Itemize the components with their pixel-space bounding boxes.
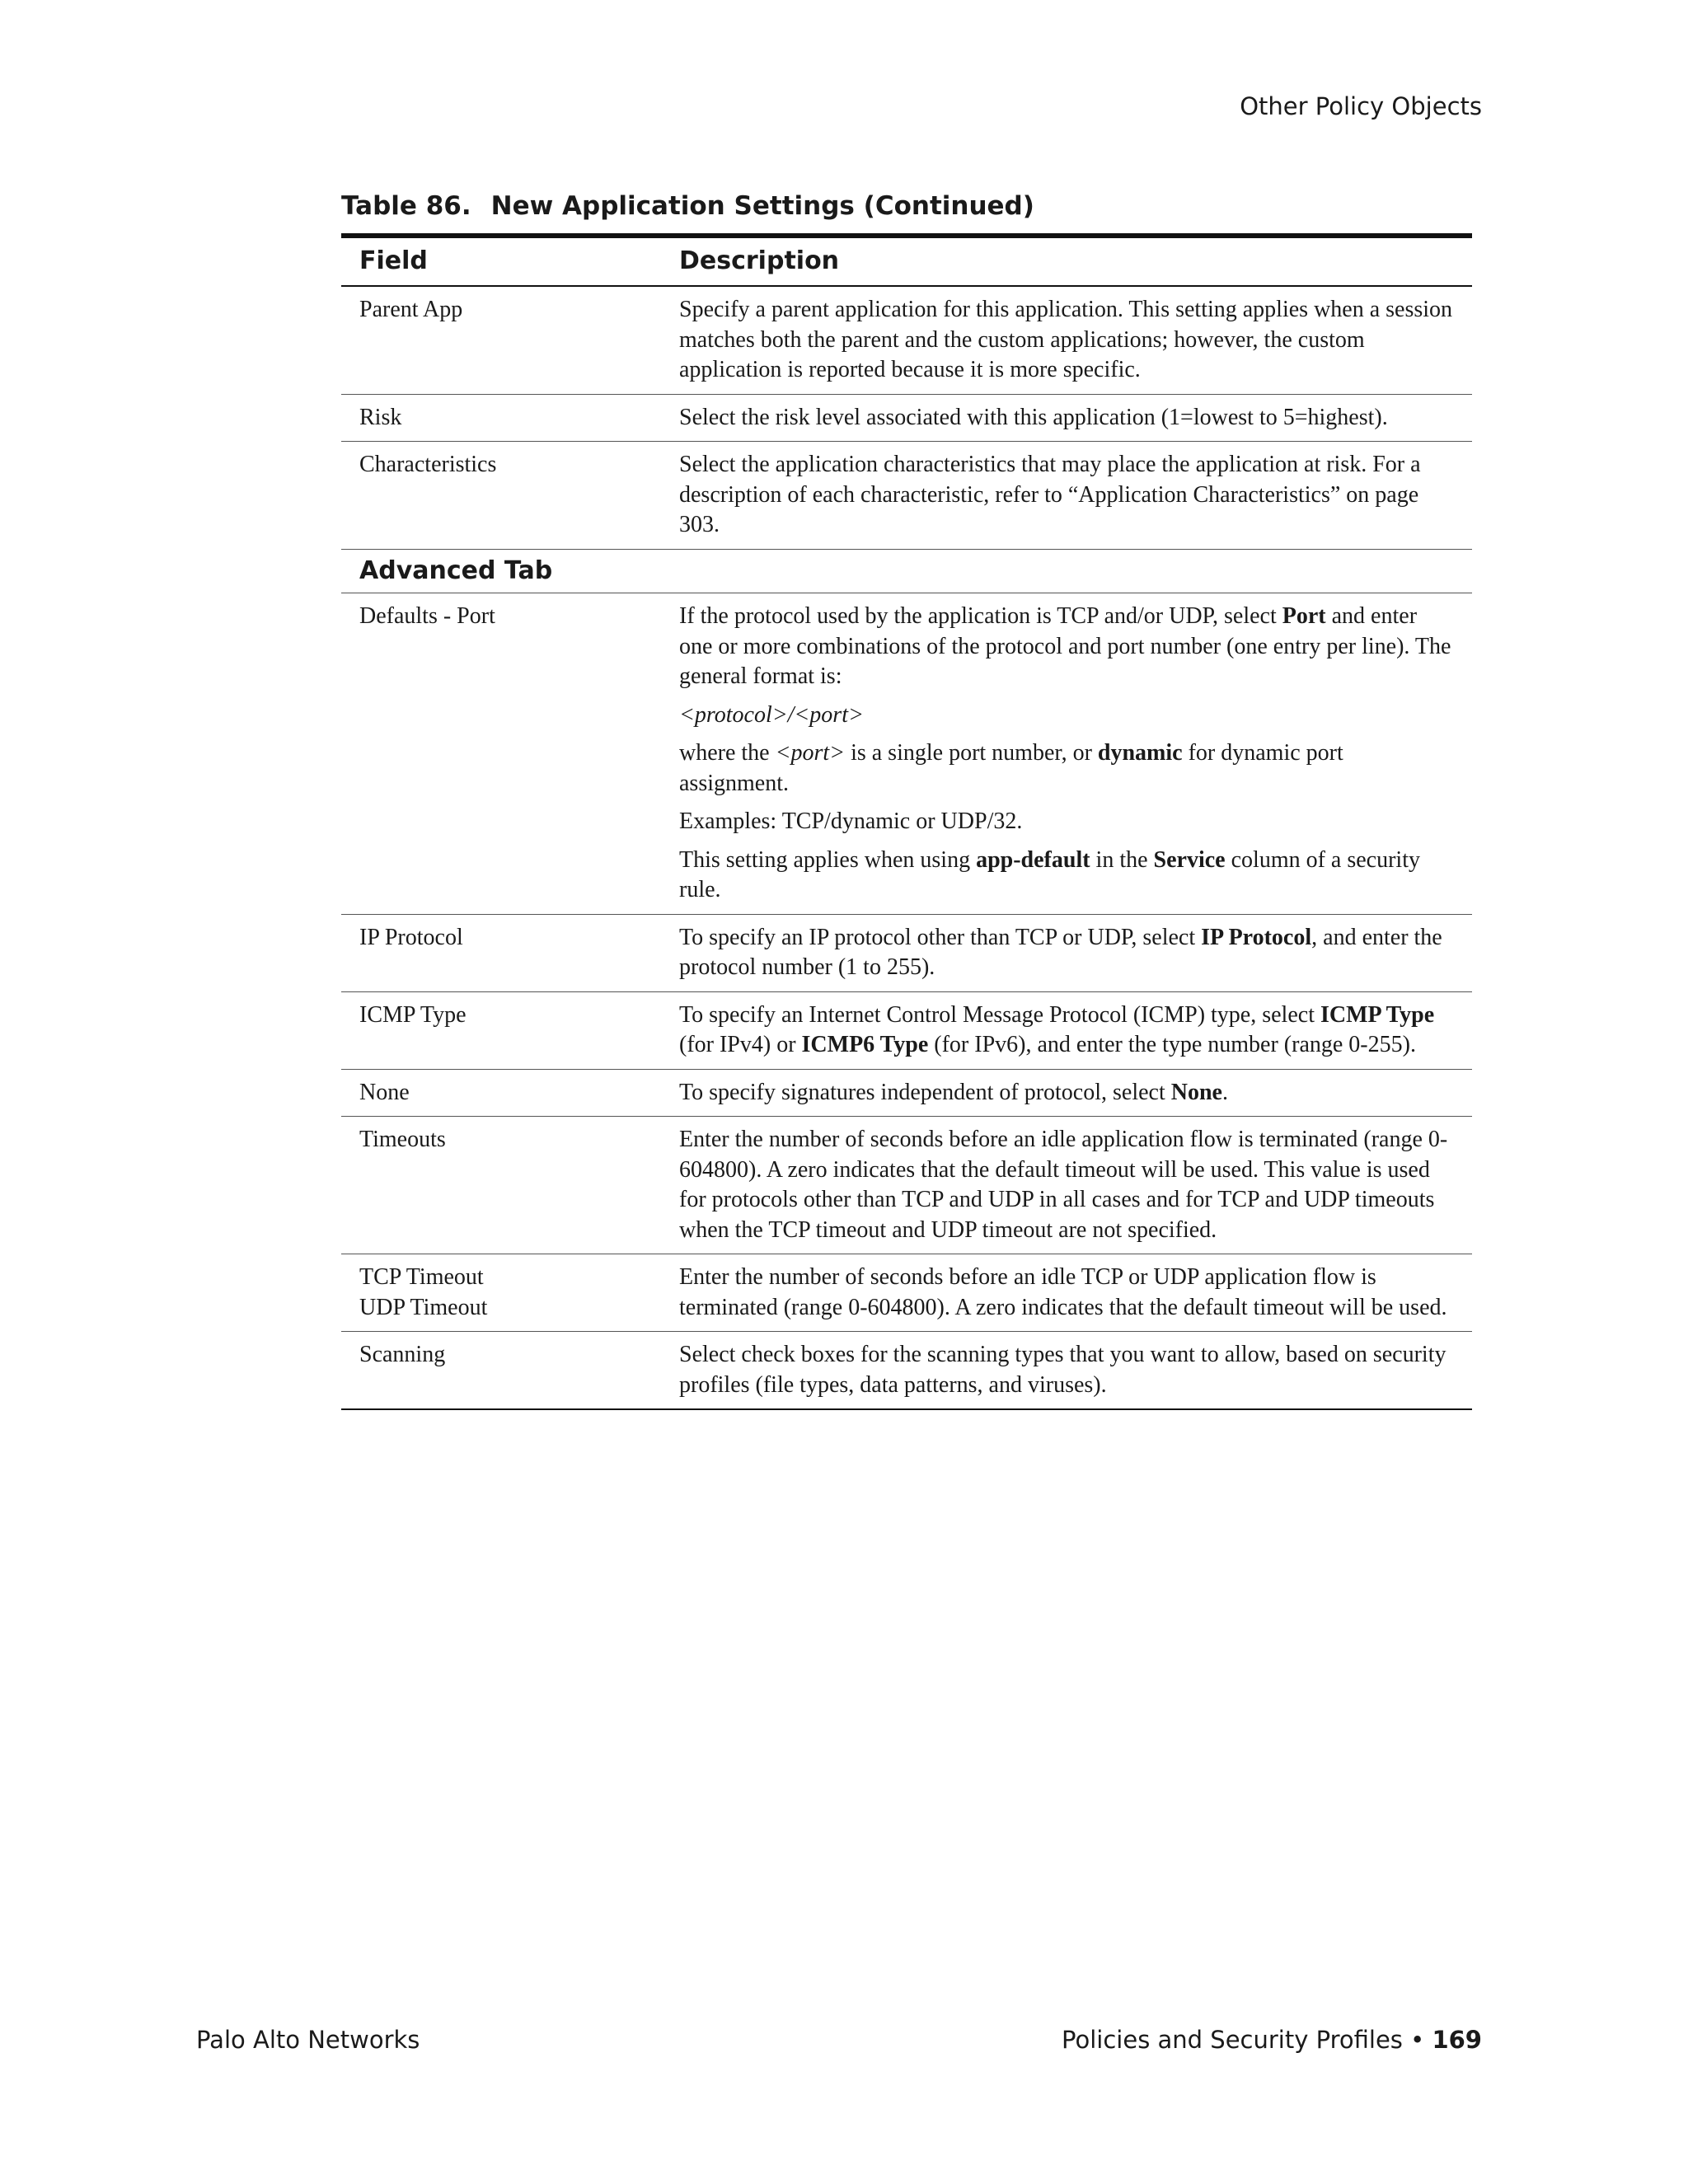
description-cell: Specify a parent application for this application. This setting applies when a session matches both the parent and the custom applications; however, the custom application is reported because it is more specific. xyxy=(661,286,1472,394)
footer-company: Palo Alto Networks xyxy=(196,2026,420,2054)
table-row xyxy=(341,442,1472,550)
description-cell: Enter the number of seconds before an idle TCP or UDP application flow is terminated (range 0-604800). A zero indicates that the default timeout will be used. xyxy=(661,1254,1472,1332)
bold-term: app-default xyxy=(976,846,1090,873)
bold-term: ICMP Type xyxy=(1320,1001,1435,1028)
field-label-tcp-timeout: TCP Timeout xyxy=(359,1264,484,1290)
description-paragraph xyxy=(679,738,1456,799)
text-run: . xyxy=(1221,1079,1228,1105)
table-row xyxy=(341,991,1472,1069)
description-cell xyxy=(661,593,1472,915)
text-run: in the xyxy=(1090,846,1154,873)
table-row xyxy=(341,593,1472,915)
bold-term: None xyxy=(1170,1079,1222,1105)
description-paragraph xyxy=(679,846,1456,906)
table-row xyxy=(341,286,1472,394)
field-cell: ICMP Type xyxy=(341,991,661,1069)
field-label-udp-timeout: UDP Timeout xyxy=(359,1294,488,1320)
text-run: If the protocol used by the application is TCP and/or UDP, select xyxy=(679,603,1282,629)
text-run: is a single port number, or xyxy=(845,740,1098,766)
field-cell: Characteristics xyxy=(341,442,661,550)
description-cell: Select the risk level associated with this application (1=lowest to 5=highest). xyxy=(661,394,1472,442)
text-run: This setting applies when using xyxy=(679,846,977,873)
field-cell: None xyxy=(341,1069,661,1117)
description-cell xyxy=(661,1069,1472,1117)
table-caption-title: New Application Settings (Continued) xyxy=(490,191,1034,221)
column-header-description: Description xyxy=(661,236,1472,286)
footer-page-info xyxy=(1062,2026,1482,2054)
bold-term: IP Protocol xyxy=(1201,924,1312,950)
description-paragraph: Examples: TCP/dynamic or UDP/32. xyxy=(679,808,1023,834)
description-cell xyxy=(661,991,1472,1069)
footer-separator: • xyxy=(1402,2026,1432,2054)
text-run: To specify signatures independent of protocol, select xyxy=(679,1079,1171,1105)
field-cell: IP Protocol xyxy=(341,914,661,991)
table-row xyxy=(341,1254,1472,1332)
bold-term: dynamic xyxy=(1097,740,1183,766)
italic-format: <protocol>/<port> xyxy=(679,701,864,728)
text-run: column of a security rule. xyxy=(679,846,1420,902)
description-cell xyxy=(661,914,1472,991)
text-run: for dynamic port assignment. xyxy=(679,740,1343,796)
field-cell: Defaults - Port xyxy=(341,593,661,915)
description-cell: Select check boxes for the scanning types that you want to allow, based on security profiles (file types, data patterns, and viruses). xyxy=(679,1342,1447,1398)
field-cell: Timeouts xyxy=(341,1117,661,1254)
bold-term: ICMP6 Type xyxy=(801,1032,929,1057)
section-row xyxy=(341,549,1472,593)
description-cell: Select the application characteristics that may place the application at risk. For a description of each characteristic, refer to “Application Characteristics” on page 303. xyxy=(661,442,1472,550)
text-run: To specify an IP protocol other than TCP or UDP, select xyxy=(679,924,1202,950)
table-row xyxy=(341,1069,1472,1117)
table-row xyxy=(341,914,1472,991)
bold-term: Service xyxy=(1153,846,1226,873)
italic-term: <port> xyxy=(775,740,846,766)
table-caption-number: Table 86. xyxy=(341,191,471,221)
text-run: , and enter the protocol number (1 to 255). xyxy=(679,924,1442,980)
running-header: Other Policy Objects xyxy=(1240,92,1482,120)
table-caption xyxy=(341,191,1034,221)
table-row xyxy=(341,1117,1472,1254)
description-cell: Enter the number of seconds before an idle application flow is terminated (range 0-604800). A zero indicates that the default timeout will be used. This value is used for protocols other than TCP and UDP in all cases and for TCP and UDP timeouts when the TCP timeout and UDP timeout are not specified. xyxy=(661,1117,1472,1254)
text-run: where the xyxy=(679,740,776,766)
section-heading-advanced-tab: Advanced Tab xyxy=(341,549,1472,593)
text-run: (for IPv6), and enter the type number (range 0-255). xyxy=(928,1032,1416,1057)
text-run: and enter one or more combinations of the protocol and port number (one entry per line). The general format is: xyxy=(679,603,1451,689)
description-paragraph xyxy=(679,602,1456,692)
text-run: To specify an Internet Control Message Protocol (ICMP) type, select xyxy=(679,1001,1320,1028)
settings-table xyxy=(341,233,1472,1410)
format-example xyxy=(679,701,1456,731)
table-header-row xyxy=(341,236,1472,286)
table-row xyxy=(341,394,1472,442)
footer-book-title: Policies and Security Profiles xyxy=(1062,2026,1403,2054)
table-row xyxy=(341,1332,1472,1410)
text-run: (for IPv4) or xyxy=(679,1032,802,1057)
column-header-field: Field xyxy=(341,236,661,286)
field-cell: Scanning xyxy=(359,1342,446,1367)
field-cell xyxy=(341,1254,661,1332)
field-cell: Parent App xyxy=(341,286,661,394)
bold-term: Port xyxy=(1282,603,1326,629)
page-number: 169 xyxy=(1432,2026,1482,2054)
field-cell: Risk xyxy=(341,394,661,442)
